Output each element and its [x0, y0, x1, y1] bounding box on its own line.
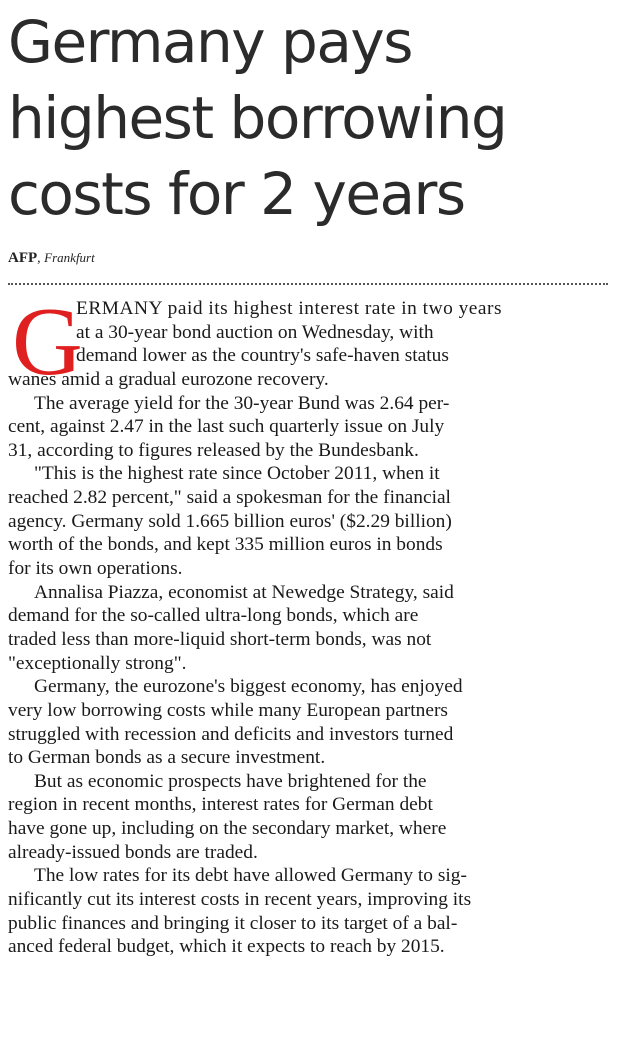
- body-line: demand lower as the country's safe-haven status: [76, 345, 449, 367]
- body-line: have gone up, including on the secondary market, where: [8, 818, 447, 840]
- body-line: struggled with recession and deficits and investors turned: [8, 723, 454, 745]
- body-line: Annalisa Piazza, economist at Newedge Strategy, said: [34, 581, 454, 603]
- body-line: Germany, the eurozone's biggest economy, has enjoyed: [34, 676, 463, 698]
- body-line: public finances and bringing it closer to its target of a bal-: [8, 912, 458, 934]
- body-line: 31, according to figures released by the Bundesbank.: [8, 439, 419, 461]
- body-line: demand for the so-called ultra-long bonds, which are: [8, 605, 419, 627]
- body-line: for its own operations.: [8, 558, 183, 580]
- byline-separator: ,: [37, 251, 41, 266]
- body-line: reached 2.82 percent," said a spokesman for the financial: [8, 487, 451, 509]
- body-line: cent, against 2.47 in the last such quarterly issue on July: [8, 416, 445, 438]
- body-line: very low borrowing costs while many European partners: [8, 699, 448, 721]
- body-line: region in recent months, interest rates for German debt: [8, 794, 433, 816]
- headline-line: highest borrowing: [8, 84, 507, 152]
- body-line: The low rates for its debt have allowed Germany to sig-: [34, 865, 467, 887]
- body-line: "This is the highest rate since October 2011, when it: [34, 463, 440, 485]
- body-line: at a 30-year bond auction on Wednesday, with: [76, 321, 434, 343]
- dotted-divider: [8, 283, 608, 285]
- article-body: [8, 288, 613, 959]
- body-line: nificantly cut its interest costs in recent years, improving its: [8, 889, 472, 911]
- drop-cap: G: [12, 288, 83, 396]
- body-line: traded less than more-liquid short-term bonds, was not: [8, 628, 432, 650]
- body-line: wanes amid a gradual eurozone recovery.: [8, 368, 329, 390]
- body-line: to German bonds as a secure investment.: [8, 747, 326, 769]
- byline-place: Frankfurt: [44, 250, 95, 265]
- body-line: worth of the bonds, and kept 335 million euros in bonds: [8, 534, 443, 556]
- byline: [8, 250, 95, 267]
- body-line: The average yield for the 30-year Bund was 2.64 per-: [34, 392, 450, 414]
- headline-line: Germany pays: [8, 8, 412, 76]
- headline: [8, 4, 608, 232]
- body-line: agency. Germany sold 1.665 billion euros' ($2.29 billion): [8, 510, 452, 532]
- body-line: already-issued bonds are traded.: [8, 841, 258, 863]
- headline-line: costs for 2 years: [8, 160, 465, 228]
- byline-agency: AFP: [8, 250, 38, 266]
- body-line: ERMANY paid its highest interest rate in two years: [76, 298, 503, 319]
- body-line: "exceptionally strong".: [8, 652, 187, 674]
- body-line: But as economic prospects have brightened for the: [34, 770, 427, 792]
- body-line: anced federal budget, which it expects to reach by 2015.: [8, 936, 445, 958]
